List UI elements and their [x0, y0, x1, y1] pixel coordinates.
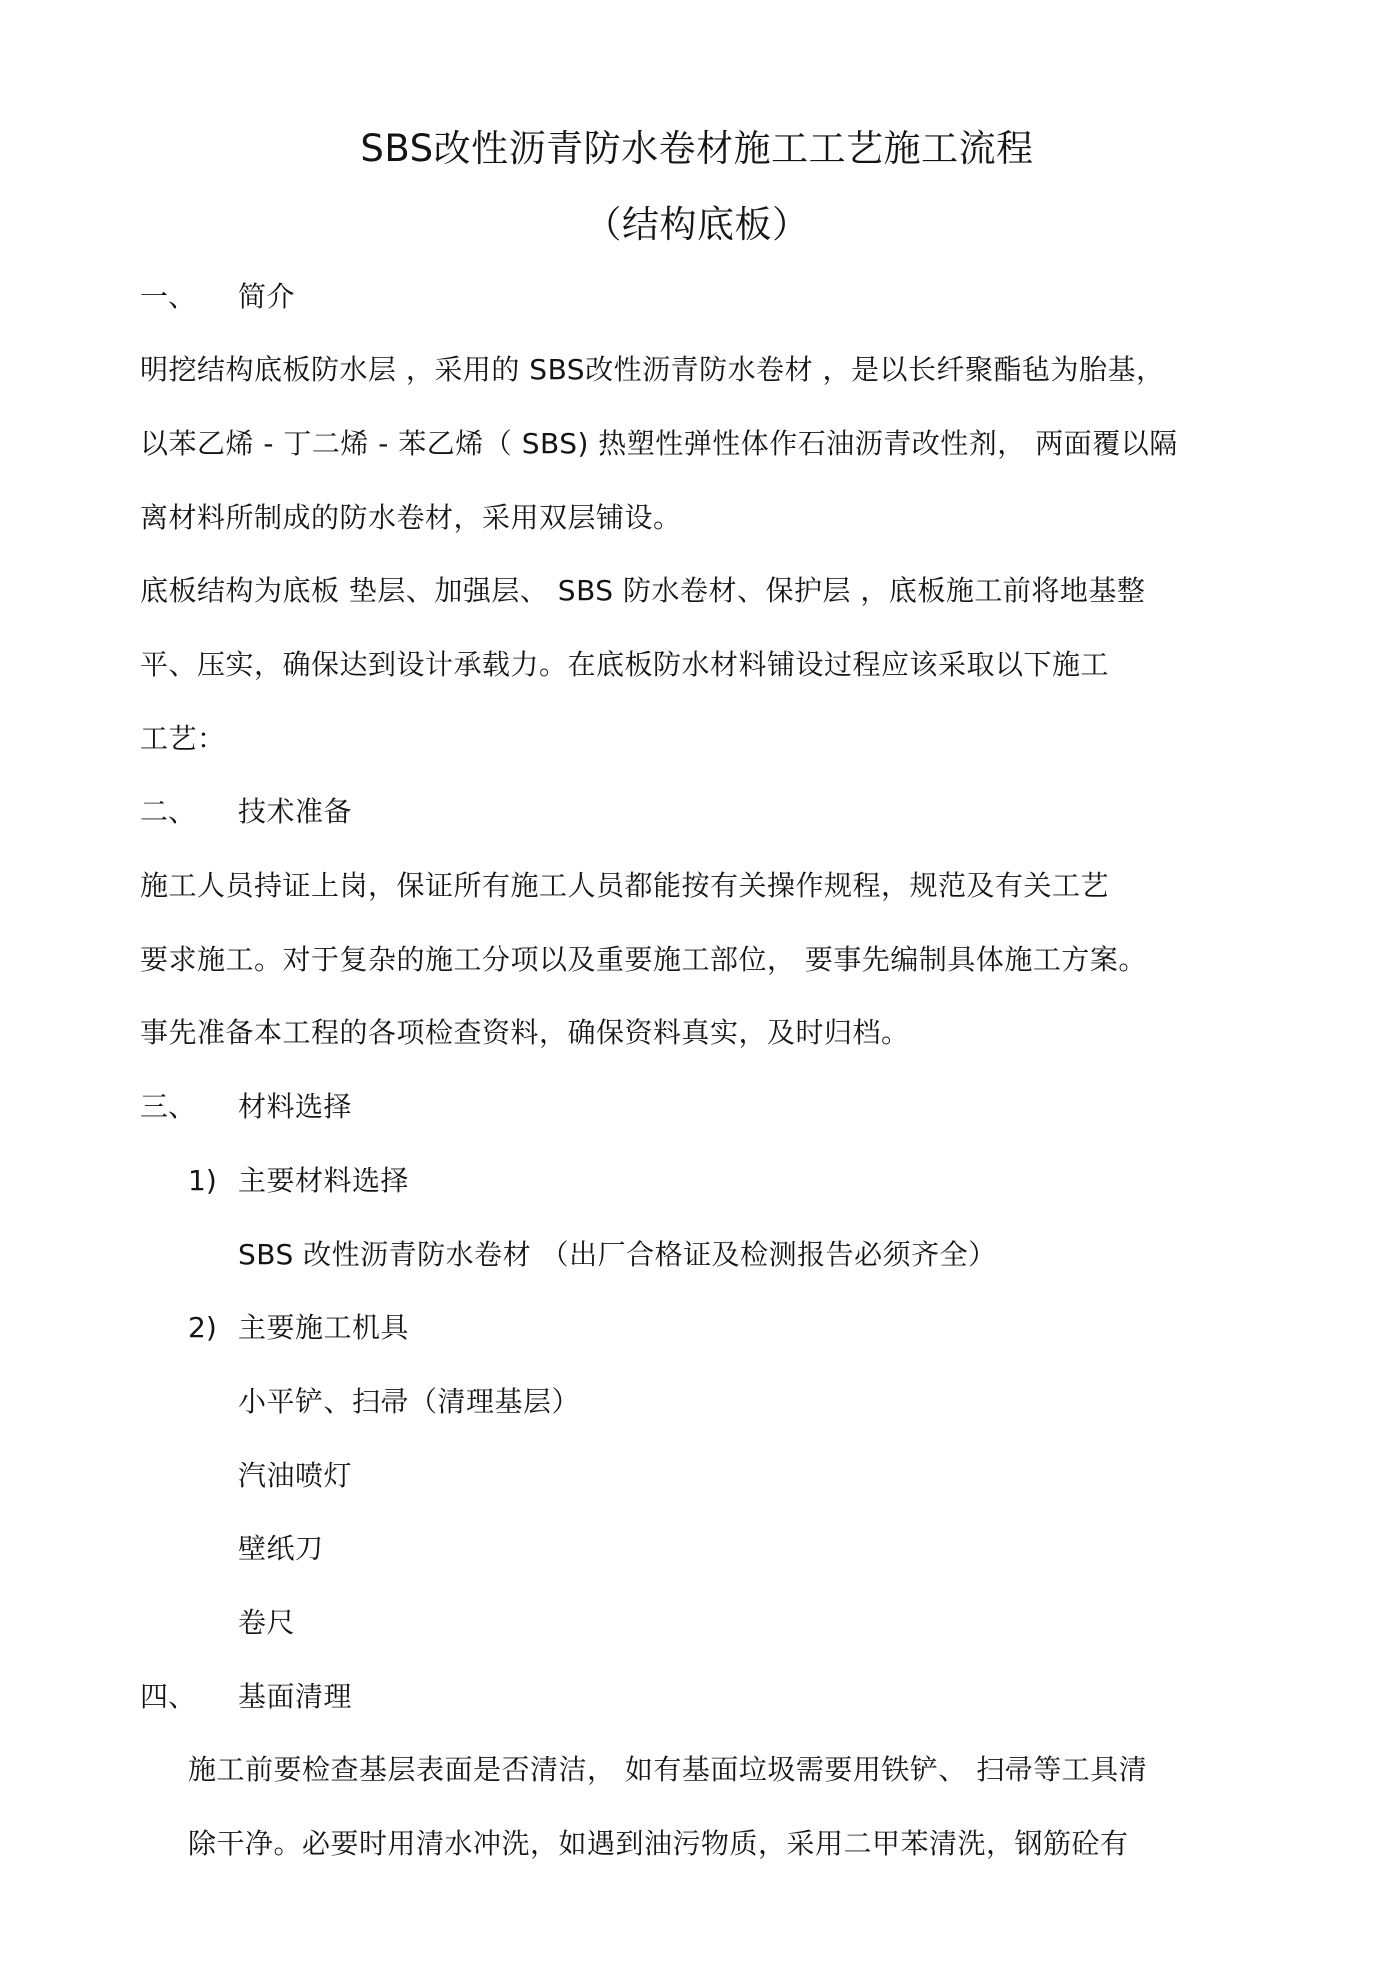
paragraph-line: 除干净。必要时用清水冲洗，如遇到油污物质，采用二甲苯清洗，钢筋砼有 — [188, 1827, 1129, 1860]
item-label: 主要材料选择 — [238, 1164, 410, 1197]
paragraph-line: 事先准备本工程的各项检查资料，确保资料真实，及时归档。 — [140, 1016, 910, 1049]
paragraph-line: 施工前要检查基层表面是否清洁， 如有基面垃圾需要用铁铲、 扫帚等工具清 — [188, 1753, 1148, 1786]
paragraph-line: 底板结构为底板 垫层、加强层、 SBS 防水卷材、保护层 ，底板施工前将地基整 — [140, 574, 1146, 607]
paragraph-line: 平、压实，确保达到设计承载力。在底板防水材料铺设过程应该采取以下施工 — [140, 648, 1110, 681]
paragraph-line: 明挖结构底板防水层 ，采用的 SBS改性沥青防水卷材 ，是以长纤聚酯毡为胎基， — [140, 353, 1165, 386]
section-heading: 技术准备 — [238, 795, 353, 828]
section-number: 三、 — [140, 1090, 197, 1123]
section-heading: 简介 — [238, 280, 296, 313]
document-subtitle: （结构底板） — [584, 203, 810, 246]
section-heading: 材料选择 — [238, 1090, 353, 1123]
paragraph-line: 以苯乙烯 - 丁二烯 - 苯乙烯（ SBS) 热塑性弹性体作石油沥青改性剂， 两面覆以隔 — [140, 427, 1178, 460]
document-title: SBS改性沥青防水卷材施工工艺施工流程 — [360, 127, 1034, 170]
section-heading: 基面清理 — [238, 1680, 353, 1713]
item-detail-line: 卷尺 — [238, 1606, 296, 1639]
section-number: 四、 — [140, 1680, 197, 1713]
item-label: 主要施工机具 — [238, 1311, 410, 1344]
item-detail-line: 小平铲、扫帚（清理基层） — [238, 1385, 581, 1418]
item-detail-line: SBS 改性沥青防水卷材 （出厂合格证及检测报告必须齐全） — [238, 1238, 997, 1271]
section-number: 二、 — [140, 795, 197, 828]
item-detail-line: 汽油喷灯 — [238, 1459, 353, 1492]
item-number: 1) — [188, 1164, 217, 1197]
item-detail-line: 壁纸刀 — [238, 1532, 324, 1565]
paragraph-line: 工艺： — [140, 722, 226, 755]
item-number: 2) — [188, 1311, 217, 1344]
paragraph-line: 离材料所制成的防水卷材，采用双层铺设。 — [140, 501, 682, 534]
paragraph-line: 施工人员持证上岗，保证所有施工人员都能按有关操作规程，规范及有关工艺 — [140, 869, 1110, 902]
section-number: 一、 — [140, 280, 197, 313]
paragraph-line: 要求施工。对于复杂的施工分项以及重要施工部位， 要事先编制具体施工方案。 — [140, 943, 1147, 976]
